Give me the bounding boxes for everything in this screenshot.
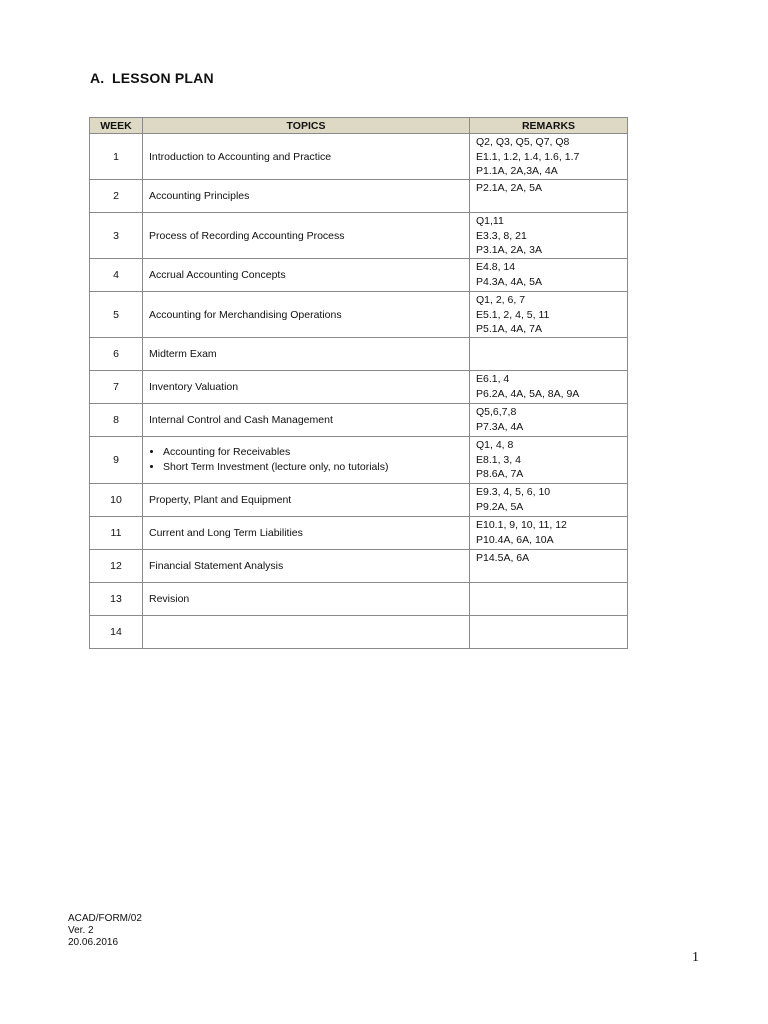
week-cell: 14 xyxy=(90,616,143,649)
topic-text: Process of Recording Accounting Process xyxy=(149,229,345,242)
table-row xyxy=(90,484,628,517)
remarks-cell xyxy=(470,180,628,213)
remarks-cell xyxy=(470,484,628,517)
table-row xyxy=(90,180,628,213)
table-body xyxy=(90,134,628,649)
week-cell: 4 xyxy=(90,259,143,292)
week-cell: 1 xyxy=(90,134,143,180)
topic-bullet-list xyxy=(149,445,469,475)
remarks-cell xyxy=(470,583,628,616)
topic-cell xyxy=(143,134,470,180)
topic-bullet-item: • Short Term Investment (lecture only, no tutorials) xyxy=(163,460,469,475)
topic-text: Introduction to Accounting and Practice xyxy=(149,150,332,163)
remark-line: P1.1A, 2A,3A, 4A xyxy=(476,165,558,177)
lesson-plan-table xyxy=(89,117,628,649)
topic-cell xyxy=(143,484,470,517)
remark-line: E1.1, 1.2, 1.4, 1.6, 1.7 xyxy=(476,150,580,163)
table-row xyxy=(90,292,628,338)
week-cell: 12 xyxy=(90,550,143,583)
remarks-cell xyxy=(470,259,628,292)
table-row xyxy=(90,404,628,437)
section-heading xyxy=(90,70,214,86)
remarks-cell xyxy=(470,371,628,404)
remark-line: Q2, Q3, Q5, Q7, Q8 xyxy=(476,136,570,148)
week-cell: 2 xyxy=(90,180,143,213)
page-number: 1 xyxy=(692,950,699,965)
column-header-topics: TOPICS xyxy=(143,118,470,134)
remarks-cell xyxy=(470,517,628,550)
topic-cell xyxy=(143,213,470,259)
table-row xyxy=(90,338,628,371)
remark-line: P4.3A, 4A, 5A xyxy=(476,275,542,288)
remark-line: P10.4A, 6A, 10A xyxy=(476,533,554,546)
remarks-cell xyxy=(470,213,628,259)
remark-line: E9.3, 4, 5, 6, 10 xyxy=(476,486,551,498)
remark-line: P7.3A, 4A xyxy=(476,420,524,433)
remark-line: E3.3, 8, 21 xyxy=(476,229,527,242)
remark-line: Q5,6,7,8 xyxy=(476,406,517,418)
table-row xyxy=(90,517,628,550)
week-cell: 11 xyxy=(90,517,143,550)
remark-line: E8.1, 3, 4 xyxy=(476,453,521,466)
week-cell: 5 xyxy=(90,292,143,338)
topic-cell xyxy=(143,550,470,583)
form-footer xyxy=(68,913,142,949)
topic-bullet-item: • Accounting for Receivables xyxy=(163,445,469,460)
table-row xyxy=(90,437,628,484)
topic-cell xyxy=(143,371,470,404)
table-row xyxy=(90,213,628,259)
topic-cell xyxy=(143,583,470,616)
remarks-cell xyxy=(470,338,628,371)
week-cell: 13 xyxy=(90,583,143,616)
topic-cell xyxy=(143,259,470,292)
remark-line: P8.6A, 7A xyxy=(476,468,524,480)
week-cell: 10 xyxy=(90,484,143,517)
remarks-cell xyxy=(470,550,628,583)
table-header-row xyxy=(90,118,628,134)
remark-line: P3.1A, 2A, 3A xyxy=(476,244,542,256)
table-row xyxy=(90,371,628,404)
topic-text: Property, Plant and Equipment xyxy=(149,494,292,506)
remark-line: P5.1A, 4A, 7A xyxy=(476,323,542,335)
topic-text: Internal Control and Cash Management xyxy=(149,414,333,426)
table-row xyxy=(90,616,628,649)
topic-text: Current and Long Term Liabilities xyxy=(149,527,303,539)
table-row xyxy=(90,550,628,583)
topic-cell xyxy=(143,404,470,437)
remark-line: Q1, 2, 6, 7 xyxy=(476,294,526,306)
topic-text: Accrual Accounting Concepts xyxy=(149,269,286,281)
week-cell: 6 xyxy=(90,338,143,371)
section-title: LESSON PLAN xyxy=(112,70,214,86)
remark-line: P9.2A, 5A xyxy=(476,500,524,513)
table-row xyxy=(90,134,628,180)
topic-cell xyxy=(143,180,470,213)
topic-text: Revision xyxy=(149,593,190,605)
remarks-cell xyxy=(470,616,628,649)
column-header-week: WEEK xyxy=(90,118,143,134)
column-header-remarks: REMARKS xyxy=(470,118,628,134)
table-row xyxy=(90,583,628,616)
week-cell: 8 xyxy=(90,404,143,437)
topic-text: Inventory Valuation xyxy=(149,381,239,393)
form-version: Ver. 2 xyxy=(68,925,94,936)
section-number: A. xyxy=(90,70,105,86)
topic-cell xyxy=(143,616,470,649)
table-row xyxy=(90,259,628,292)
remark-line: P14.5A, 6A xyxy=(476,552,530,564)
remark-line: Q1, 4, 8 xyxy=(476,439,514,451)
remark-line: E4.8, 14 xyxy=(476,261,516,273)
topic-cell xyxy=(143,437,470,484)
week-cell: 9 xyxy=(90,437,143,484)
remark-line: E10.1, 9, 10, 11, 12 xyxy=(476,519,567,531)
remark-line: P6.2A, 4A, 5A, 8A, 9A xyxy=(476,387,580,400)
form-code: ACAD/FORM/02 xyxy=(68,913,142,924)
remark-line: P2.1A, 2A, 5A xyxy=(476,182,542,194)
topic-cell xyxy=(143,338,470,371)
form-date: 20.06.2016 xyxy=(68,937,119,948)
topic-text: Midterm Exam xyxy=(149,348,217,360)
remarks-cell xyxy=(470,437,628,484)
week-cell: 7 xyxy=(90,371,143,404)
remarks-cell xyxy=(470,404,628,437)
week-cell: 3 xyxy=(90,213,143,259)
remark-line: E6.1, 4 xyxy=(476,373,510,385)
topic-cell xyxy=(143,292,470,338)
topic-cell xyxy=(143,517,470,550)
remarks-cell xyxy=(470,292,628,338)
topic-text: Accounting for Merchandising Operations xyxy=(149,308,342,321)
topic-text: Financial Statement Analysis xyxy=(149,560,284,572)
remark-line: Q1,11 xyxy=(476,215,504,227)
remarks-cell xyxy=(470,134,628,180)
topic-text: Accounting Principles xyxy=(149,190,250,202)
remark-line: E5.1, 2, 4, 5, 11 xyxy=(476,308,550,321)
